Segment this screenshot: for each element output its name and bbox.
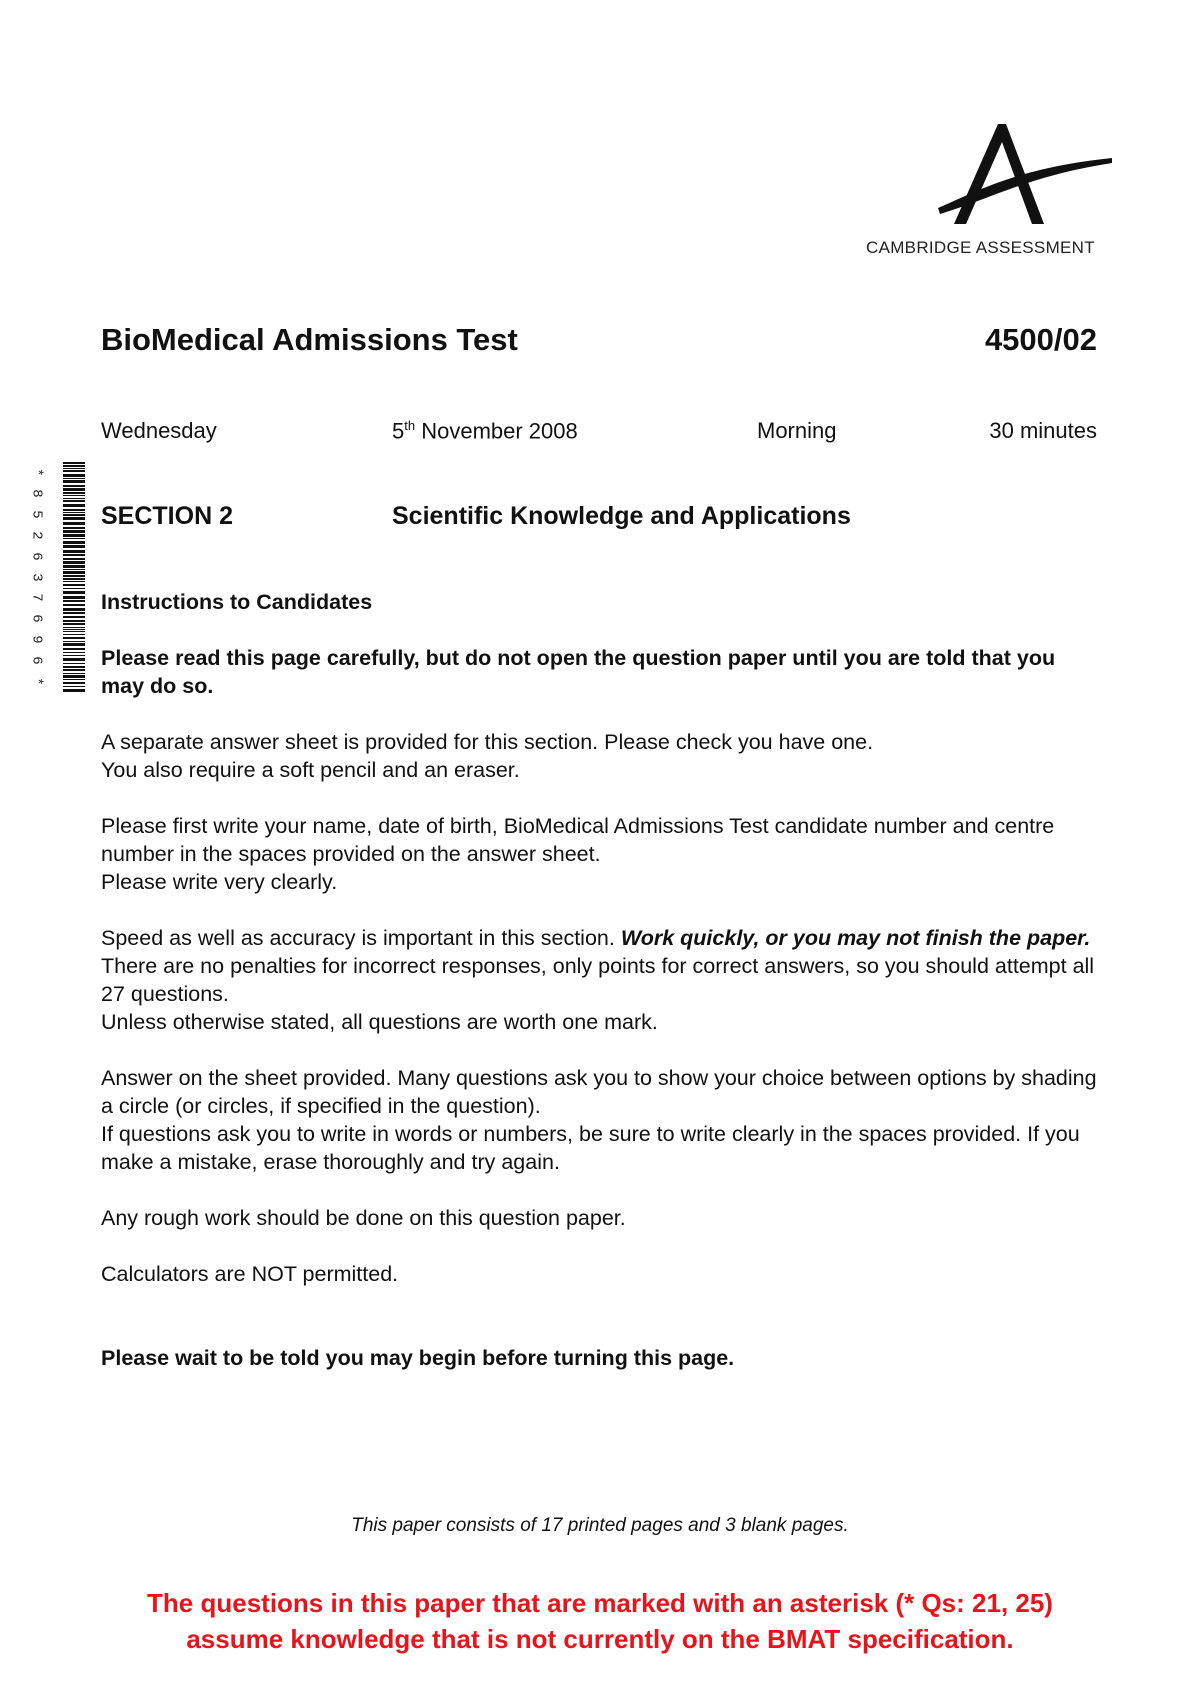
- cambridge-assessment-logo: [866, 120, 1116, 260]
- instruction-write-details-line1: Please first write your name, date of birth, BioMedical Admissions Test candidate number and centre number in the spaces provided on the answer sheet.: [101, 814, 1055, 866]
- instruction-answer-method: [101, 1064, 1101, 1176]
- wait-notice: Please wait to be told you may begin before turning this page.: [101, 1346, 735, 1370]
- instructions-heading: Instructions to Candidates: [101, 590, 373, 614]
- instruction-answer-method-line2: If questions ask you to write in words or numbers, be sure to write clearly in the spaces provided. If you make a mistake, erase thoroughly and try again.: [101, 1122, 1080, 1174]
- barcode-digit: 7: [28, 593, 45, 603]
- instruction-speed: [101, 924, 1101, 1036]
- instruction-answer-sheet-line2: You also require a soft pencil and an eraser.: [101, 758, 520, 782]
- exam-duration: 30 minutes: [989, 418, 1097, 443]
- exam-day: Wednesday: [101, 418, 217, 443]
- barcode-digit: 8: [28, 489, 45, 498]
- logo-org-name: CAMBRIDGE ASSESSMENT: [866, 238, 1095, 257]
- barcode-digit: *: [28, 677, 45, 686]
- exam-date-day: 5: [392, 418, 405, 444]
- instruction-write-details-line2: Please write very clearly.: [101, 870, 338, 894]
- barcode-digits: [28, 462, 44, 692]
- exam-date-rest: November 2008: [415, 418, 578, 444]
- exam-date-suffix: th: [404, 418, 416, 433]
- instruction-answer-sheet: [101, 728, 1101, 784]
- cambridge-assessment-a-icon: [936, 120, 1116, 232]
- instruction-write-details: [101, 812, 1101, 896]
- instruction-speed-line2: Unless otherwise stated, all questions are worth one mark.: [101, 1010, 658, 1034]
- instruction-answer-method-line1: Answer on the sheet provided. Many questions ask you to show your choice between options by shading a circle (or circles, if specified in the question).: [101, 1066, 1097, 1118]
- section-name: Scientific Knowledge and Applications: [392, 502, 851, 530]
- specification-warning: [0, 1585, 1200, 1657]
- page-title: BioMedical Admissions Test: [101, 322, 518, 357]
- exam-date: [392, 418, 578, 444]
- barcode-digit: 3: [28, 572, 45, 582]
- instruction-calculators: Calculators are NOT permitted.: [101, 1262, 399, 1286]
- instruction-speed-rest: There are no penalties for incorrect responses, only points for correct answers, so you should attempt all 27 questions.: [101, 954, 1095, 1006]
- specification-warning-line1: The questions in this paper that are marked with an asterisk (* Qs: 21, 25): [147, 1588, 1053, 1618]
- read-notice: Please read this page carefully, but do not open the question paper until you are told that you may do so.: [101, 646, 1056, 698]
- section-number: SECTION 2: [101, 502, 233, 530]
- barcode-digit: *: [28, 468, 45, 477]
- instruction-rough-work: Any rough work should be done on this question paper.: [101, 1206, 626, 1230]
- barcode-digit: 9: [28, 635, 45, 644]
- barcode-digit: 2: [28, 530, 45, 540]
- barcode-digit: 6: [28, 551, 45, 561]
- specification-warning-line2: assume knowledge that is not currently on the BMAT specification.: [186, 1624, 1014, 1654]
- instruction-answer-sheet-line1: A separate answer sheet is provided for this section. Please check you have one.: [101, 730, 874, 754]
- barcode-digit: 5: [28, 510, 45, 519]
- pages-note: This paper consists of 17 printed pages and 3 blank pages.: [351, 1515, 849, 1536]
- instruction-speed-emphasis: Work quickly, or you may not finish the paper.: [620, 926, 1091, 950]
- barcode-bars: [63, 462, 85, 692]
- barcode-digit: 6: [28, 656, 45, 665]
- exam-session: Morning: [757, 418, 837, 443]
- barcode-digit: 6: [28, 614, 45, 623]
- instructions: [101, 588, 1101, 1400]
- paper-code: 4500/02: [984, 322, 1097, 357]
- instruction-speed-start: Speed as well as accuracy is important in this section.: [101, 926, 621, 950]
- barcode: [28, 462, 84, 692]
